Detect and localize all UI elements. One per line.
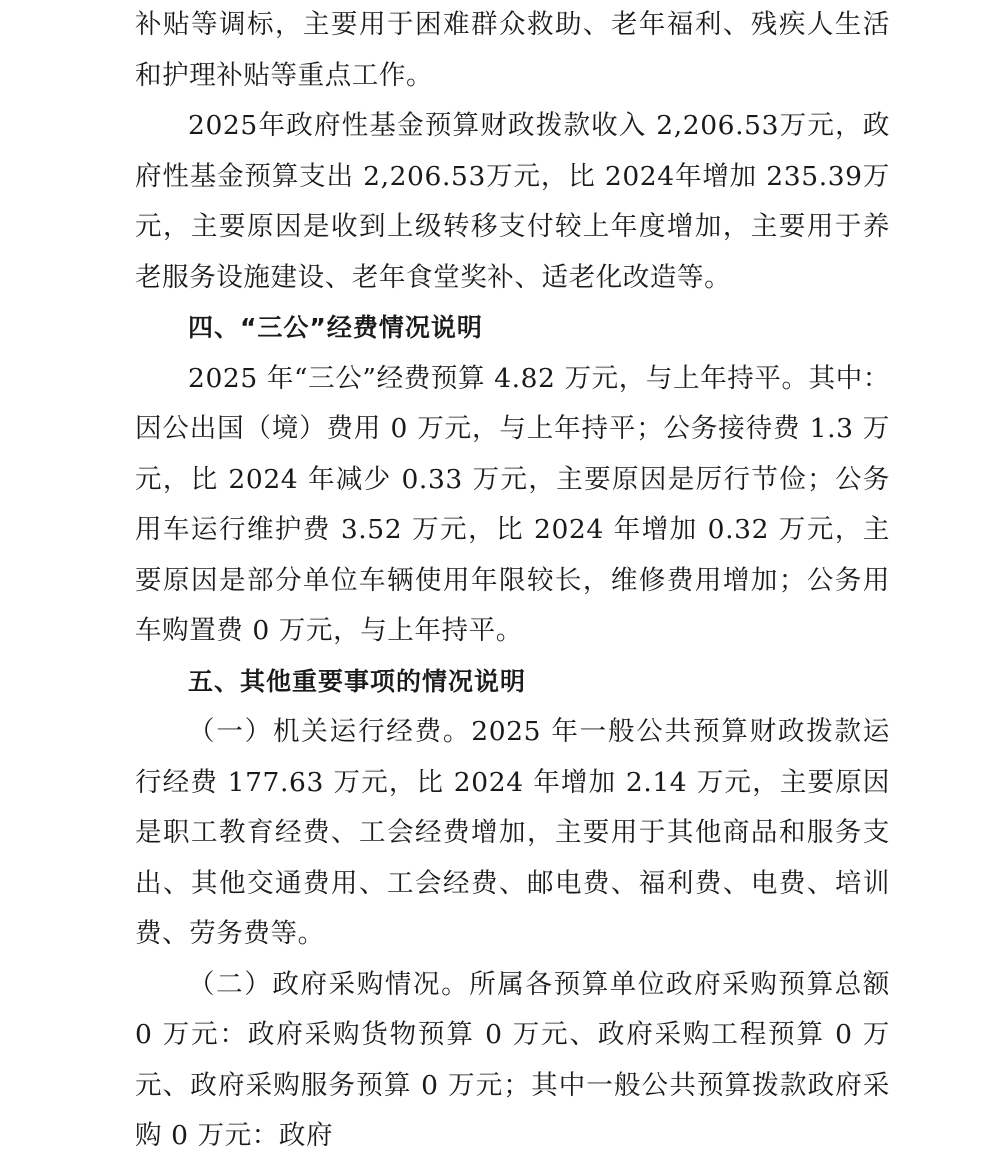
section-heading-four: 四、“三公”经费情况说明 [188, 313, 483, 342]
paragraph-fund-budget: 2025年政府性基金预算财政拨款收入 2,206.53万元，政府性基金预算支出 2,206.53万元，比 2024年增加 235.39万元，主要原因是收到上级转移支付较上年度增加，主要用于养老服务设施建设、老年食堂奖补、适老化改造等。 [135, 110, 890, 293]
paragraph-continuation: 补贴等调标，主要用于困难群众救助、老年福利、残疾人生活和护理补贴等重点工作。 [135, 9, 890, 91]
paragraph-three-public-expenses: 2025 年“三公”经费预算 4.82 万元，与上年持平。其中：因公出国（境）费用 0 万元，与上年持平；公务接待费 1.3 万元，比 2024 年减少 0.33 万元，主要原因是厉行节俭；公务用车运行维护费 3.52 万元，比 2024 年增加 0.32 万元，主要原因是部分单位车辆使用年限较长，维修费用增加；公务用车购置费 0 万元，与上年持平。 [135, 362, 890, 646]
paragraph-operating-expenses: （一）机关运行经费。2025 年一般公共预算财政拨款运行经费 177.63 万元，比 2024 年增加 2.14 万元，主要原因是职工教育经费、工会经费增加，主要用于其他商品和服务支出、其他交通费用、工会经费、邮电费、福利费、电费、培训费、劳务费等。 [135, 716, 890, 949]
document-page [135, 0, 890, 1162]
section-heading-five: 五、其他重要事项的情况说明 [188, 666, 527, 696]
paragraph-government-procurement: （二）政府采购情况。所属各预算单位政府采购预算总额 0 万元：政府采购货物预算 0 万元、政府采购工程预算 0 万元、政府采购服务预算 0 万元；其中一般公共预算拨款政府采购 0 万元：政府 [135, 968, 890, 1151]
